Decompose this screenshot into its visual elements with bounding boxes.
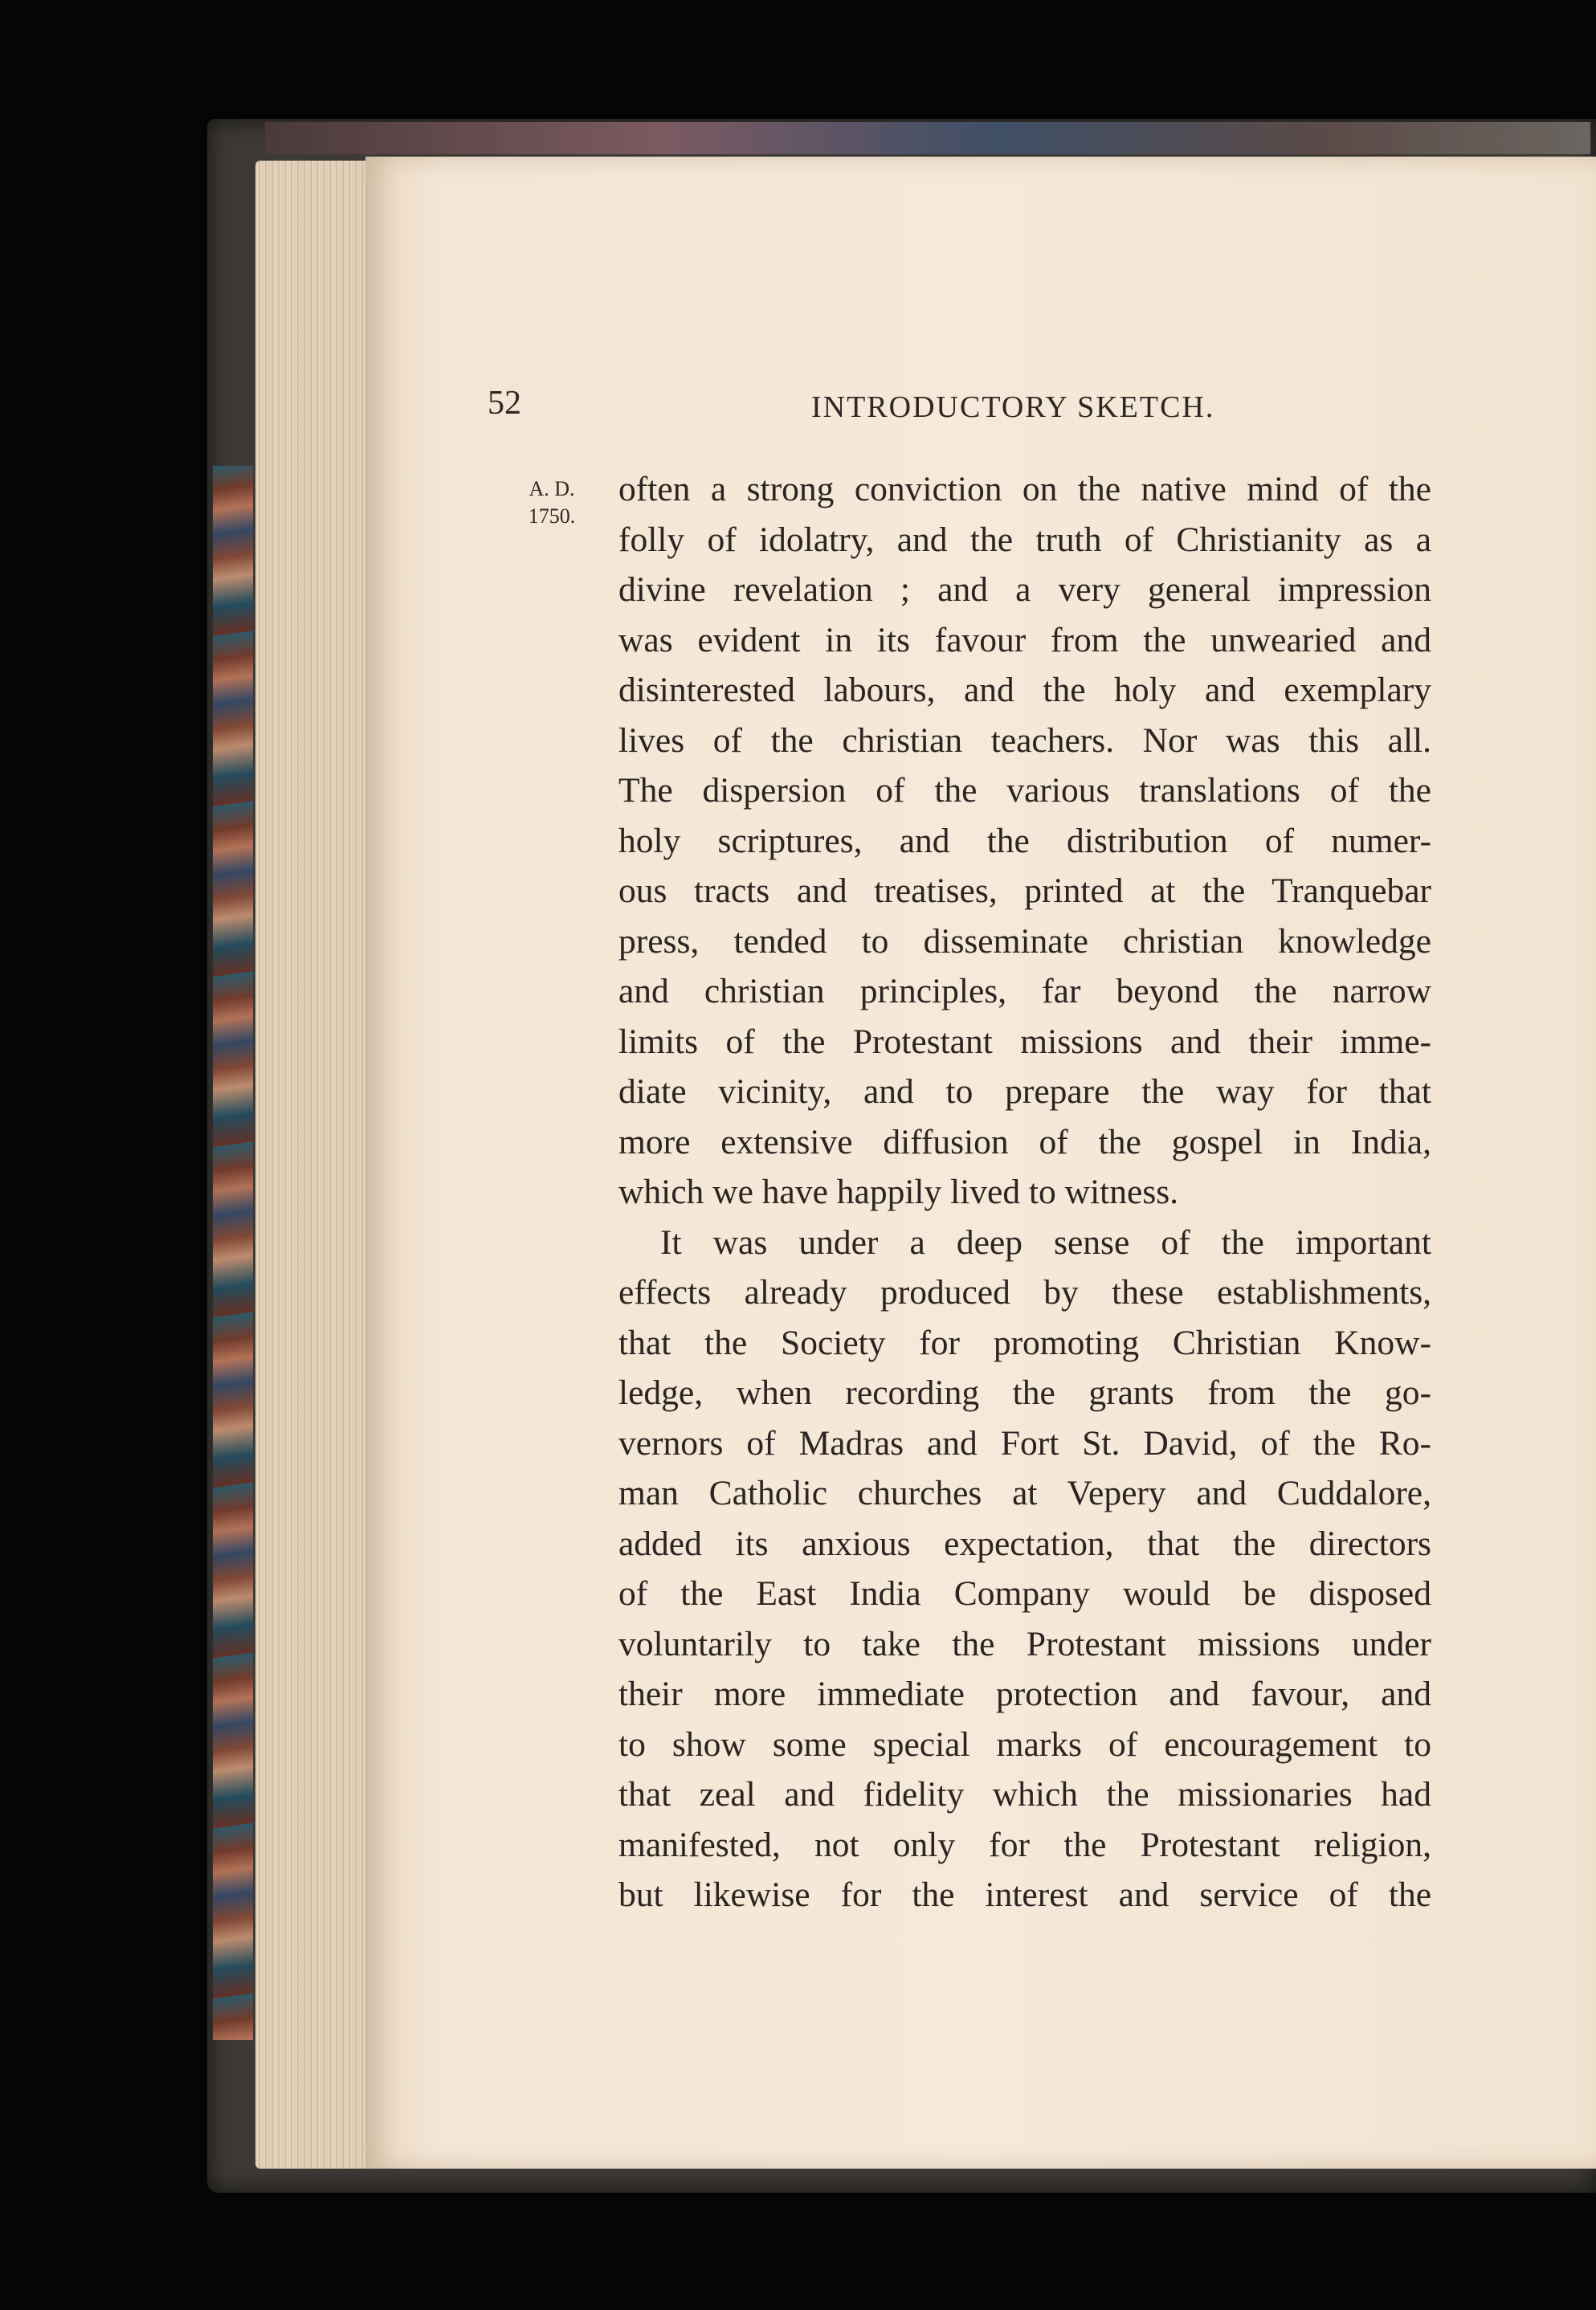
text-line: ous tracts and treatises, printed at the Tranquebar [618, 871, 1431, 910]
text-line: effects already produced by these establishments, [618, 1273, 1431, 1312]
text-line: their more immediate protection and favour, and [618, 1675, 1431, 1713]
paragraph-1 [618, 464, 1431, 1218]
text-line: ledge, when recording the grants from the go- [618, 1373, 1431, 1412]
text-line: disinterested labours, and the holy and exemplary [618, 671, 1431, 709]
text-line: vernors of Madras and Fort St. David, of the Ro- [618, 1423, 1431, 1463]
text-line: diate vicinity, and to prepare the way for that [618, 1072, 1431, 1111]
text-line: voluntarily to take the Protestant missions under [618, 1624, 1431, 1663]
text-line: which we have happily lived to witness. [618, 1173, 1179, 1211]
text-line: limits of the Protestant missions and their imme- [618, 1022, 1431, 1061]
text-line: often a strong conviction on the native mind of the [618, 470, 1431, 508]
text-line: holy scriptures, and the distribution of numer- [618, 821, 1431, 860]
text-line: more extensive diffusion of the gospel in India, [618, 1122, 1431, 1161]
text-line: press, tended to disseminate christian knowledge [618, 921, 1431, 961]
text-line: that zeal and fidelity which the missionaries had [618, 1775, 1431, 1814]
text-line: It was under a deep sense of the important [660, 1222, 1431, 1262]
text-line: that the Society for promoting Christian Know- [618, 1323, 1431, 1362]
text-line: of the East India Company would be disposed [618, 1574, 1431, 1613]
text-line: was evident in its favour from the unwearied and [618, 620, 1431, 659]
text-line: added its anxious expectation, that the directors [618, 1524, 1431, 1563]
text-line: manifested, not only for the Protestant religion, [618, 1825, 1431, 1864]
text-line: folly of idolatry, and the truth of Christianity as a [618, 520, 1431, 559]
text-line: and christian principles, far beyond the narrow [618, 972, 1431, 1010]
text-line: divine revelation ; and a very general impression [618, 570, 1431, 609]
margin-note-year: 1750. [528, 504, 576, 528]
margin-date-note [516, 475, 588, 530]
text-line: to show some special marks of encouragement to [618, 1724, 1431, 1764]
text-line: The dispersion of the various translations of the [618, 771, 1431, 810]
body-text [618, 464, 1431, 1920]
page-edges [255, 161, 368, 2169]
margin-note-era: A. D. [529, 477, 575, 500]
binding-top-band [265, 122, 1590, 154]
text-line: man Catholic churches at Vepery and Cuddalore, [618, 1474, 1431, 1512]
paragraph-2 [618, 1218, 1431, 1920]
text-line: but likewise for the interest and service of the [618, 1875, 1431, 1914]
marbled-board [213, 466, 253, 2040]
page-number: 52 [488, 385, 521, 422]
text-line: lives of the christian teachers. Nor was this all. [618, 720, 1431, 760]
running-head: INTRODUCTORY SKETCH. [811, 390, 1215, 424]
